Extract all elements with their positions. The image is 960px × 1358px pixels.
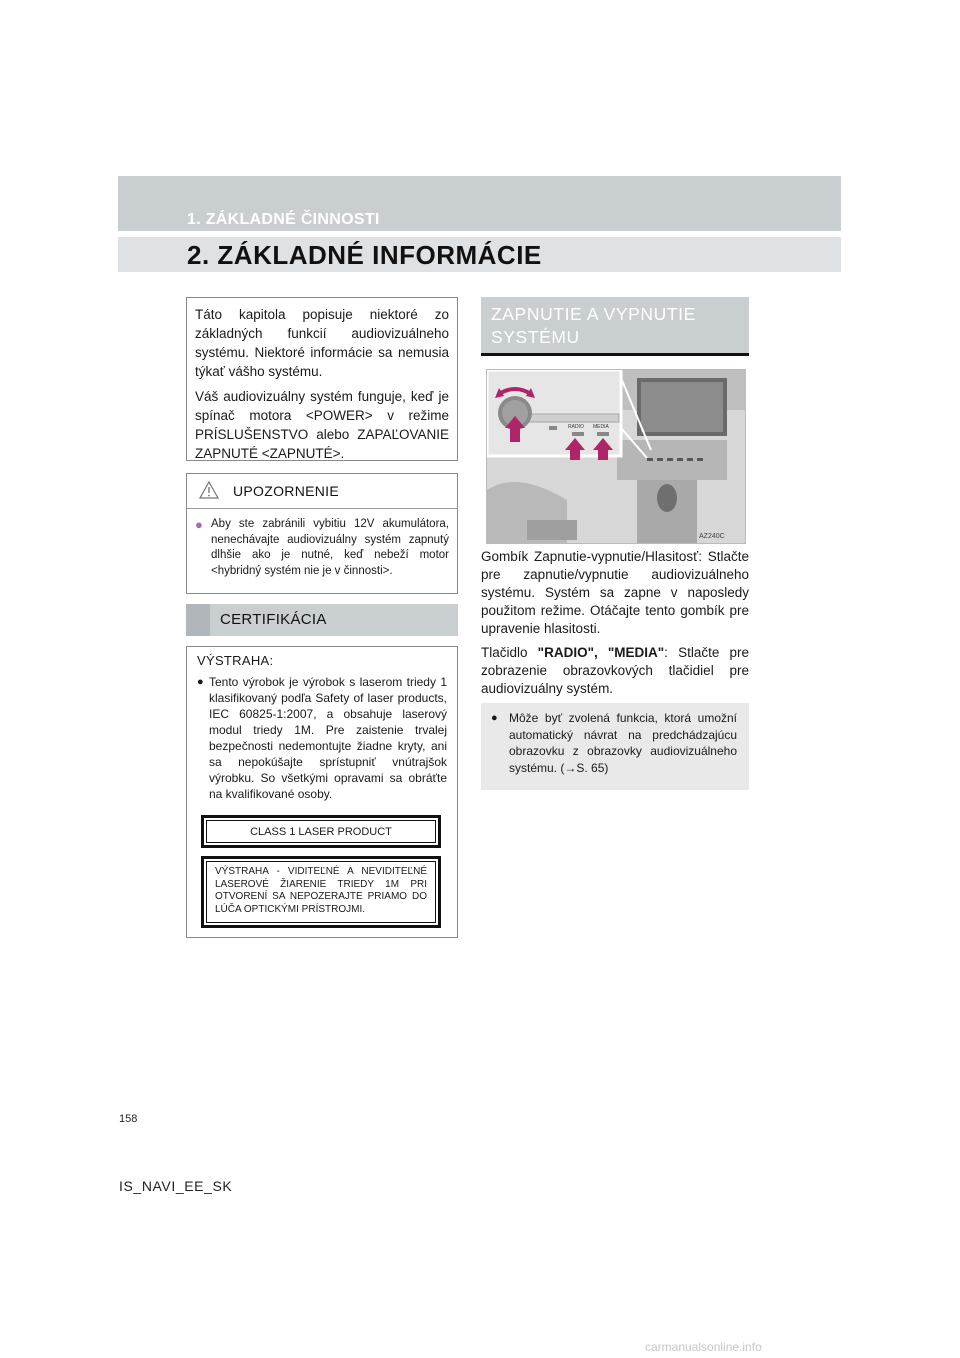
power-title: [491, 303, 696, 349]
warning-body: [187, 509, 457, 579]
watermark-link[interactable]: carmanualsonline.info: [645, 1340, 762, 1354]
power-title-line-1: ZAPNUTIE A VYPNUTIE: [491, 304, 696, 324]
warning-header: [187, 474, 457, 509]
certification-heading: [186, 604, 458, 636]
buttons-description: [481, 644, 749, 698]
warning-triangle-icon: [199, 481, 219, 499]
laser-label-class1-text: CLASS 1 LASER PRODUCT: [206, 820, 436, 843]
intro-paragraph-1: Táto kapitola popisuje niektoré zo základných funkcií audiovizuálneho systému. Niektoré informácie sa nemusia týkať vášho systému.: [195, 307, 449, 379]
section-label: 1. ZÁKLADNÉ ČINNOSTI: [187, 211, 380, 228]
certification-text: Tento výrobok je výrobok s laserom triedy 1 klasifikovaný podľa Safety of laser products, IEC 60825-1:2007, a obsahuje laserový modul triedy 1M. Pre zaistenie trvalej bezpečnosti nedemontujte žiadne kryty, ani sa nepokúšajte sprístupniť vnútrajšok výrobku. So všetkými opravami sa obráťte na kvalifikované osoby.: [209, 675, 447, 801]
page-number: 158: [119, 1113, 138, 1125]
intro-box: [186, 297, 458, 461]
bullet-icon: ●: [195, 517, 203, 532]
buttons-prefix: Tlačidlo: [481, 645, 538, 660]
warning-box: [186, 473, 458, 594]
heading-accent: [186, 604, 210, 636]
certification-title: CERTIFIKÁCIA: [220, 611, 327, 628]
knob-description: Gombík Zapnutie-vypnutie/Hlasitosť: Stlačte pre zapnutie/vypnutie audiovizuálneho systému. Systém sa zapne v naposledy použitom režime. Otáčajte tento gombík pre upravenie hlasitosti.: [481, 549, 749, 636]
note-box: [481, 703, 749, 790]
warning-title: UPOZORNENIE: [233, 483, 339, 499]
power-title-line-2: SYSTÉMU: [491, 327, 580, 347]
certification-label: VÝSTRAHA:: [197, 653, 274, 668]
bullet-icon: ●: [491, 712, 498, 724]
doc-code: IS_NAVI_EE_SK: [119, 1178, 233, 1194]
certification-body: [197, 674, 447, 802]
dashboard-illustration: [486, 369, 746, 544]
image-code: AZ240C: [699, 533, 725, 540]
radio-button-label: RADIO: [568, 424, 584, 430]
intro-paragraph-2: Váš audiovizuálny systém funguje, keď je spínač motora <POWER> v režime PRÍSLUŠENSTVO alebo ZAPAĽOVANIE ZAPNUTÉ <ZAPNUTÉ>.: [195, 389, 449, 461]
bullet-icon: ●: [197, 676, 204, 688]
buttons-suffix: : Stlačte pre zobrazenie obrazovkových tlačidiel pre audiovizuálny systém.: [481, 645, 749, 696]
power-description: [481, 548, 749, 704]
media-button-label: MEDIA: [593, 424, 609, 430]
warning-text: Aby ste zabránili vybitiu 12V akumulátora, nenechávajte audiovizuálny systém zapnutý dlhšie ako je nutné, keď nebeží motor <hybridný systém nie je v činnosti>.: [211, 518, 449, 577]
laser-label-warning: [201, 856, 441, 928]
power-heading: [481, 297, 749, 356]
buttons-names: "RADIO", "MEDIA": [537, 645, 665, 660]
note-text: Môže byť zvolená funkcia, ktorá umožní automatický návrat na predchádzajúcu obrazovku z obrazovky audiovizuálneho systému. (→S. 65): [509, 711, 737, 775]
laser-label-class1: [201, 815, 441, 848]
page-title: 2. ZÁKLADNÉ INFORMÁCIE: [187, 240, 542, 270]
laser-label-warning-text: VÝSTRAHA - VIDITEĽNÉ A NEVIDITEĽNÉ LASEROVÉ ŽIARENIE TRIEDY 1M PRI OTVORENÍ SA NEPOZERAJTE PRIAMO DO LÚČA OPTICKÝMI PRÍSTROJMI.: [206, 861, 436, 923]
